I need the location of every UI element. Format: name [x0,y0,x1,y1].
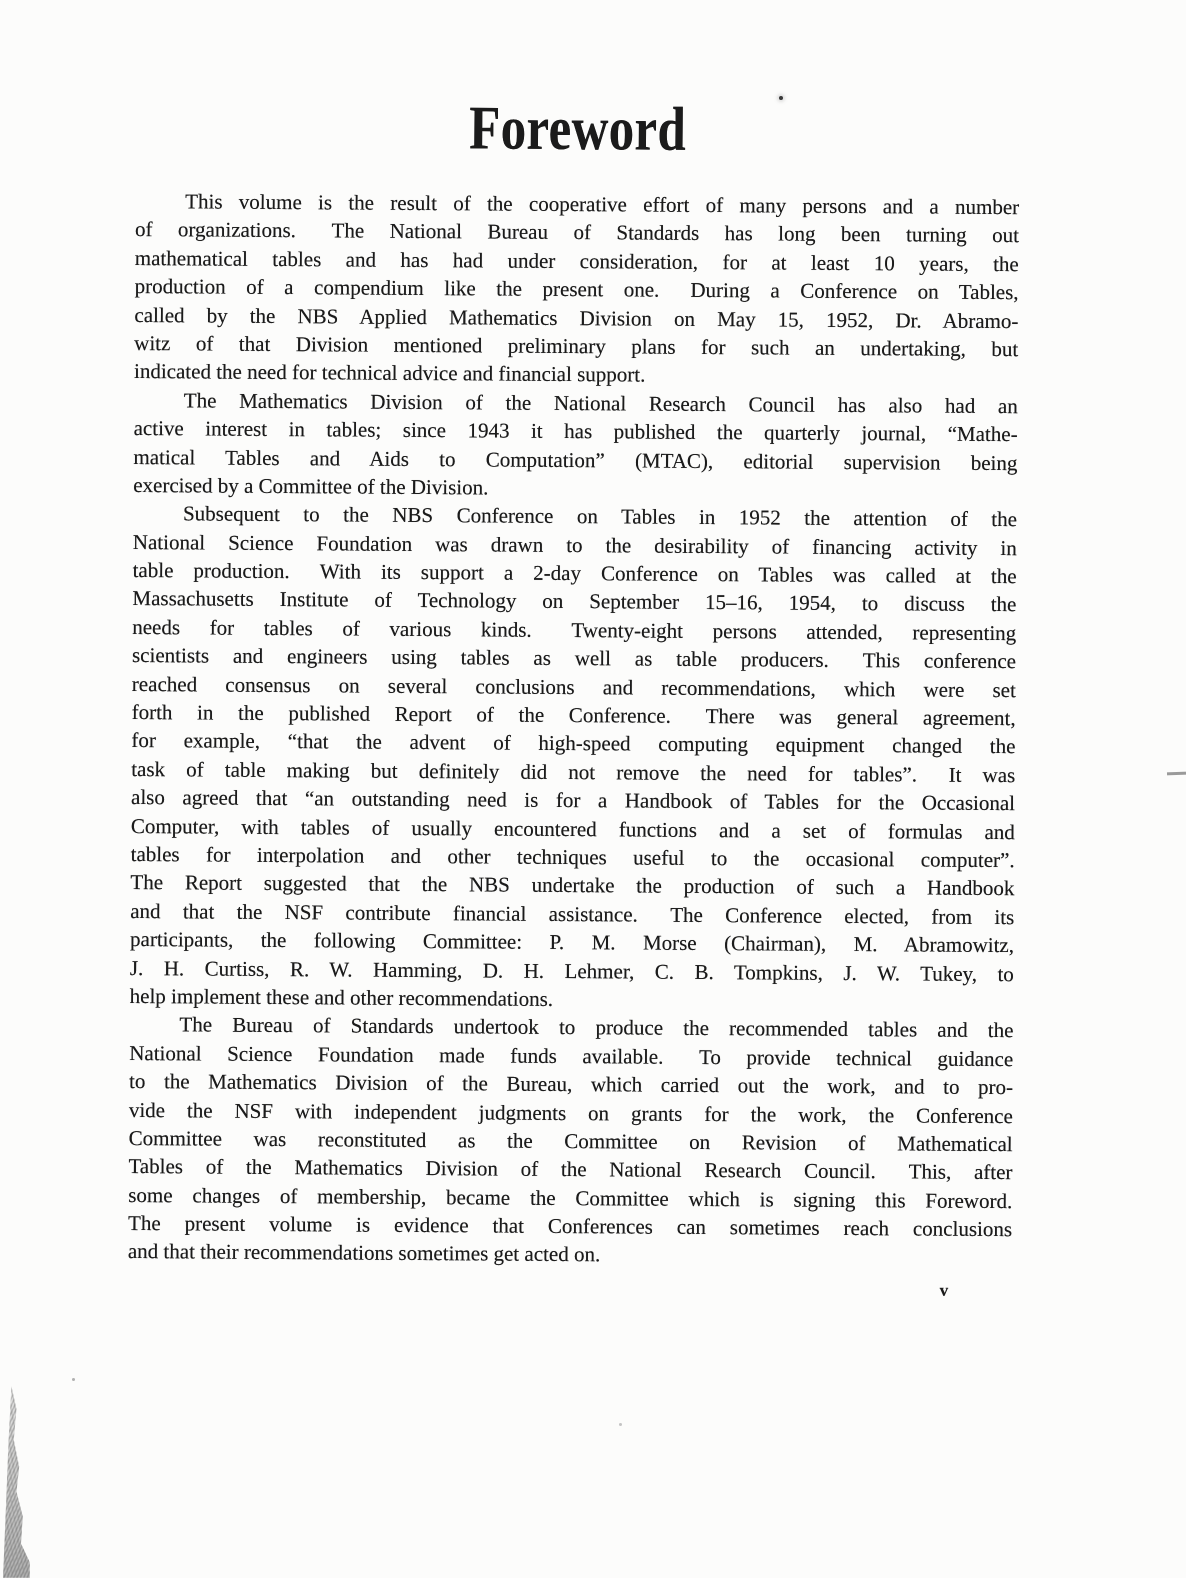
page-title: Foreword [469,94,687,164]
text-line: production of a compendium like the present one. During a Conference on Tables, [134,274,1019,305]
text-line: National Science Foundation was drawn to the desirability of financing activity in [132,529,1017,560]
text-line: The Mathematics Division of the National Research Council has also had an [183,388,1018,418]
text-line: scientists and engineers using tables as well as table producers. This conference [131,643,1017,674]
text-line: National Science Foundation made funds available. To provide technical guidance [129,1040,1014,1071]
text-line: exercised by a Committee of the Division. [133,472,489,500]
speck-artifact [72,1378,75,1381]
text-line: also agreed that “an outstanding need is for a Handbook of Tables for the Occasional [130,785,1016,816]
text-line: Tables of the Mathematics Division of the National Research Council. This, after [128,1154,1013,1185]
text-line: needs for tables of various kinds. Twenty-eight persons attended, representing [132,614,1017,646]
text-line: table production. With its support a 2-day Conference on Tables was called at the [132,558,1017,589]
text-line: Committee was reconstituted as the Committee on Revision of Mathematical [128,1125,1013,1157]
text-line: to the Mathematics Division of the Bureau, which carried out the work, and to pro- [128,1069,1014,1100]
text-line: This volume is the result of the cooperative effort of many persons and a number [185,189,1020,220]
text-line: tables for interpolation and other techniques useful to the occasional computer”. [130,841,1015,873]
text-line: participants, the following Committee: P. M. Morse (Chairman), M. Abramowitz, [129,927,1015,958]
speck-artifact [619,1423,622,1426]
text-line: called by the NBS Applied Mathematics Division on May 15, 1952, Dr. Abramo- [134,302,1019,333]
text-line: The present volume is evidence that Conferences can sometimes reach conclusions [128,1211,1013,1242]
text-line: indicated the need for technical advice and financial support. [133,359,646,387]
text-line: help implement these and other recommendations. [129,983,554,1011]
text-line: of organizations. The National Bureau of Standards has long been turning out [134,217,1020,248]
text-line: vide the NSF with independent judgments on grants for the work, the Conference [128,1097,1013,1128]
text-line: task of table making but definitely did not remove the need for tables”. It was [131,756,1016,787]
text-line: reached consensus on several conclusions and recommendations, which were set [131,671,1016,702]
text-line: mathematical tables and has had under consideration, for at least 10 years, the [134,245,1019,276]
text-line: matical Tables and Aids to Computation” (MTAC), editorial supervision being [133,444,1018,475]
page-number: v [939,1280,949,1300]
text-line: The Report suggested that the NBS undertake the production of such a Handbook [130,870,1015,901]
text-line: for example, “that the advent of high-speed computing equipment changed the [131,728,1016,759]
text-line: Subsequent to the NBS Conference on Tables in 1952 the attention of the [182,501,1018,532]
text-line: Massachusetts Institute of Technology on September 15–16, 1954, to discuss the [132,586,1017,617]
scan-smudge-artifact [0,1386,30,1578]
pencil-dash-artifact [1167,772,1186,776]
foreword-body [128,187,1020,1272]
text-line: some changes of membership, became the Committee which is signing this Foreword. [128,1182,1013,1213]
page-content [127,90,1020,1396]
text-line: The Bureau of Standards undertook to produce the recommended tables and the [179,1012,1014,1043]
text-line: Computer, with tables of usually encountered functions and a set of formulas and [130,813,1015,844]
text-line: active interest in tables; since 1943 it has published the quarterly journal, “Mathe- [133,416,1018,447]
text-line: witz of that Division mentioned preliminary plans for such an undertaking, but [134,330,1019,362]
ink-spot-artifact [779,96,783,100]
text-line: and that the NSF contribute financial assistance. The Conference elected, from its [130,898,1015,929]
text-line: forth in the published Report of the Conference. There was general agreement, [131,700,1016,731]
text-line: and that their recommendations sometimes get acted on. [127,1239,601,1267]
text-line: J. H. Curtiss, R. W. Hamming, D. H. Lehmer, C. B. Tompkins, J. W. Tukey, to [129,955,1014,986]
